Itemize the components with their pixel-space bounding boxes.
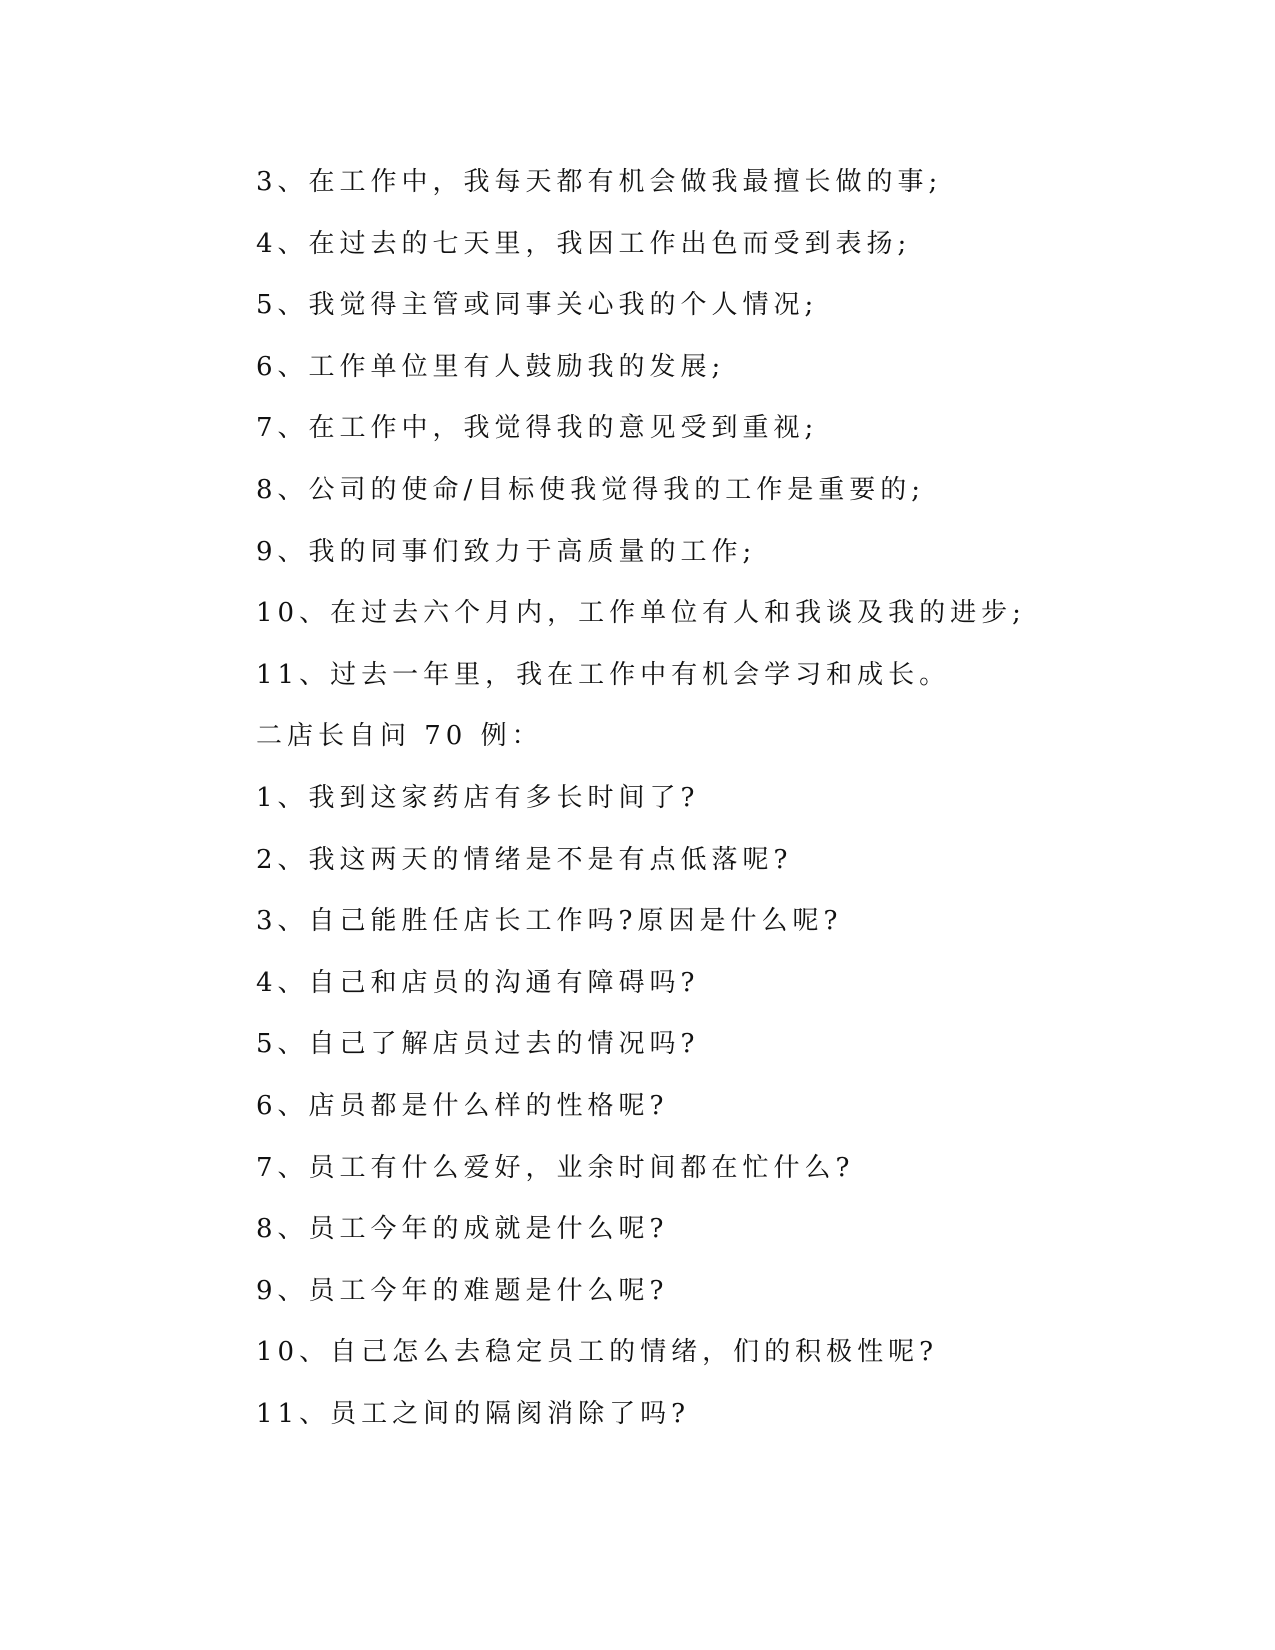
question-item-8: 8、员工今年的成就是什么呢? — [256, 1214, 669, 1245]
question-item-11: 11、员工之间的隔阂消除了吗? — [256, 1398, 691, 1429]
question-item-4: 4、自己和店员的沟通有障碍吗? — [256, 967, 700, 998]
question-item-5: 5、自己了解店员过去的情况吗? — [256, 1029, 700, 1060]
survey-item-7: 7、在工作中，我觉得我的意见受到重视; — [256, 413, 819, 444]
survey-item-11: 11、过去一年里，我在工作中有机会学习和成长。 — [256, 659, 951, 690]
survey-item-4: 4、在过去的七天里，我因工作出色而受到表扬; — [256, 228, 912, 259]
question-item-1: 1、我到这家药店有多长时间了? — [256, 782, 700, 813]
survey-item-3: 3、在工作中，我每天都有机会做我最擅长做的事; — [256, 167, 943, 197]
question-item-3: 3、自己能胜任店长工作吗?原因是什么呢? — [256, 906, 843, 937]
question-item-2: 2、我这两天的情绪是不是有点低落呢? — [256, 844, 793, 875]
survey-item-5: 5、我觉得主管或同事关心我的个人情况; — [256, 290, 819, 321]
survey-item-9: 9、我的同事们致力于高质量的工作; — [256, 536, 757, 567]
question-item-10: 10、自己怎么去稳定员工的情绪，们的积极性呢? — [256, 1337, 939, 1368]
document-body — [256, 162, 1056, 1455]
question-item-7: 7、员工有什么爱好，业余时间都在忙什么? — [256, 1152, 855, 1183]
survey-item-6: 6、工作单位里有人鼓励我的发展; — [256, 351, 726, 382]
survey-item-10: 10、在过去六个月内，工作单位有人和我谈及我的进步; — [256, 598, 1026, 629]
section-heading: 二店长自问 70 例： — [256, 721, 543, 752]
question-item-6: 6、店员都是什么样的性格呢? — [256, 1090, 669, 1121]
survey-item-8: 8、公司的使命/目标使我觉得我的工作是重要的; — [256, 474, 926, 505]
question-item-9: 9、员工今年的难题是什么呢? — [256, 1275, 669, 1306]
